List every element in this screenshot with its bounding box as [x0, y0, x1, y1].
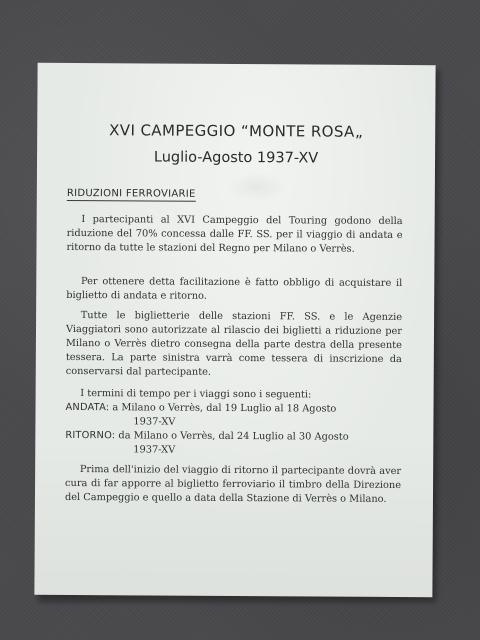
andata-row-year: 1937-XV [133, 416, 176, 428]
paragraph-return-stamp [65, 463, 401, 507]
document-title: XVI CAMPEGGIO “MONTE ROSA„ [109, 121, 364, 141]
paragraph-ticket-offices [66, 309, 402, 381]
andata-label: ANDATA: [65, 401, 110, 414]
ritorno-label: RITORNO: [65, 429, 116, 442]
terms-intro-text: I termini di tempo per i viaggi sono i seguenti: [80, 388, 312, 401]
paragraph-obligation [66, 275, 402, 305]
paragraph-discount-text: I partecipanti al XVI Campeggio del Touring godono della riduzione del 70% concessa dalle FF. SS. per il viaggio di andata e ritorno da tutte le stazioni del Regno per Milano o Verrès. [66, 214, 403, 255]
section-heading: RIDUZIONI FERROVIARIE [66, 187, 196, 200]
andata-dates: a Milano o Verrès, dal 19 Luglio al 18 Agosto [112, 402, 337, 415]
ritorno-dates: da Milano o Verrès, dal 24 Luglio al 30 Agosto [118, 430, 349, 443]
ritorno-row-year: 1937-XV [133, 444, 176, 456]
document-subtitle: Luglio-Agosto 1937-XV [153, 149, 319, 167]
paragraph-ticket-offices-text: Tutte le biglietterie delle stazioni FF. SS. e le Agenzie Viaggiatori sono autorizzate al rilascio dei biglietti a riduzione per Milano o Verrès dietro consegna della parte destra della presente tessera. La parte sinistra varrà come tessera di inscrizione da conservarsi dal partecipante. [65, 310, 403, 378]
faded-stamp-mark [227, 172, 287, 202]
paragraph-discount [66, 213, 402, 257]
paragraph-obligation-text: Per ottenere detta facilitazione è fatto obbligo di acquistare il biglietto di andata e ritorno. [66, 276, 403, 302]
paragraph-return-stamp-text: Prima dell'inizio del viaggio di ritorno il partecipante dovrà aver cura di far apporre al biglietto ferroviario il timbro della Direzione del Campeggio e quello a data della Stazione di Verrès o Milano. [64, 464, 402, 505]
document-card [34, 63, 435, 597]
